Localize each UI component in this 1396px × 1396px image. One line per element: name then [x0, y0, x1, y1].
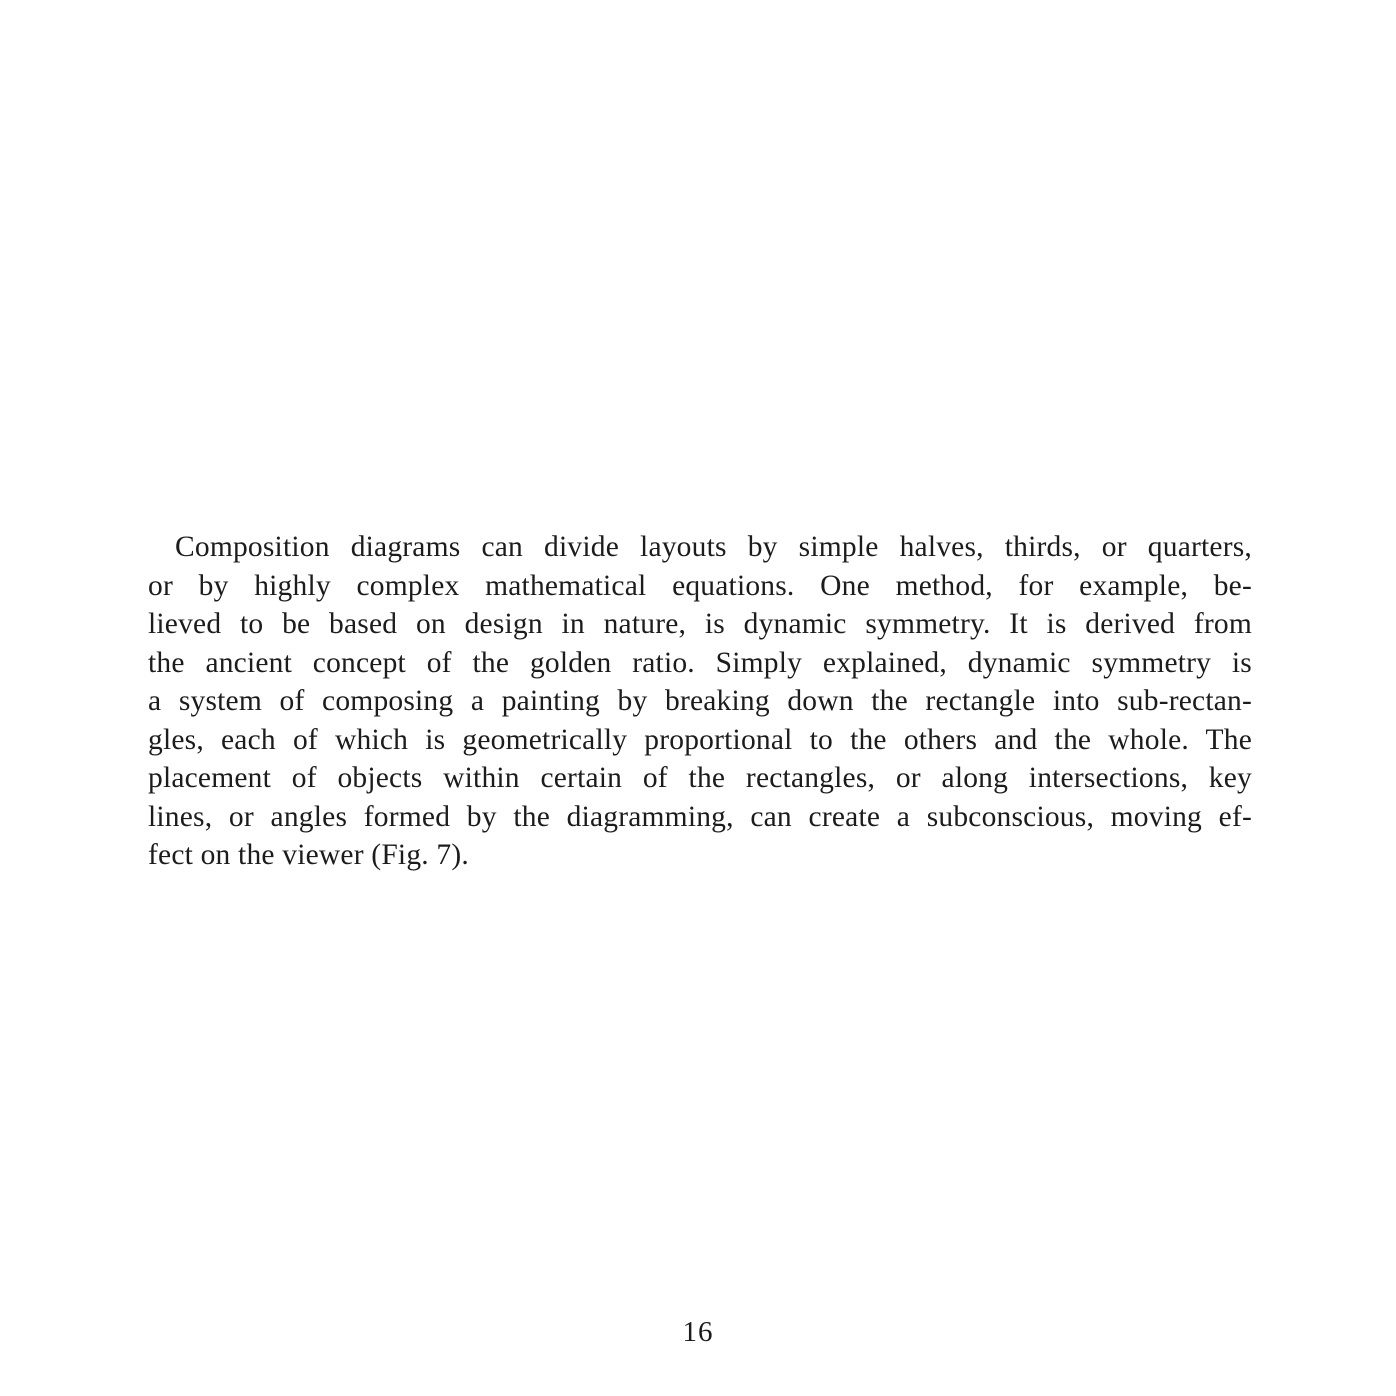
paragraph-line: gles, each of which is geometrically proportional to the others and the whole. The: [148, 723, 1252, 756]
paragraph: [148, 528, 1252, 875]
page-number: 16: [682, 1316, 714, 1348]
paragraph-line: Composition diagrams can divide layouts by simple halves, thirds, or quarters,: [175, 531, 1252, 563]
paragraph-line: fect on the viewer (Fig. 7).: [148, 839, 469, 871]
paragraph-line: lines, or angles formed by the diagramming, can create a subconscious, moving ef-: [148, 800, 1252, 833]
paragraph-line: placement of objects within certain of the rectangles, or along intersections, key: [148, 762, 1252, 794]
paragraph-line: or by highly complex mathematical equations. One method, for example, be-: [148, 569, 1252, 602]
paragraph-line: a system of composing a painting by breaking down the rectangle into sub-rectan-: [148, 685, 1252, 717]
paragraph-line: lieved to be based on design in nature, is dynamic symmetry. It is derived from: [148, 608, 1252, 640]
body-text: [148, 528, 1252, 875]
paragraph-line: the ancient concept of the golden ratio. Simply explained, dynamic symmetry is: [148, 646, 1252, 679]
